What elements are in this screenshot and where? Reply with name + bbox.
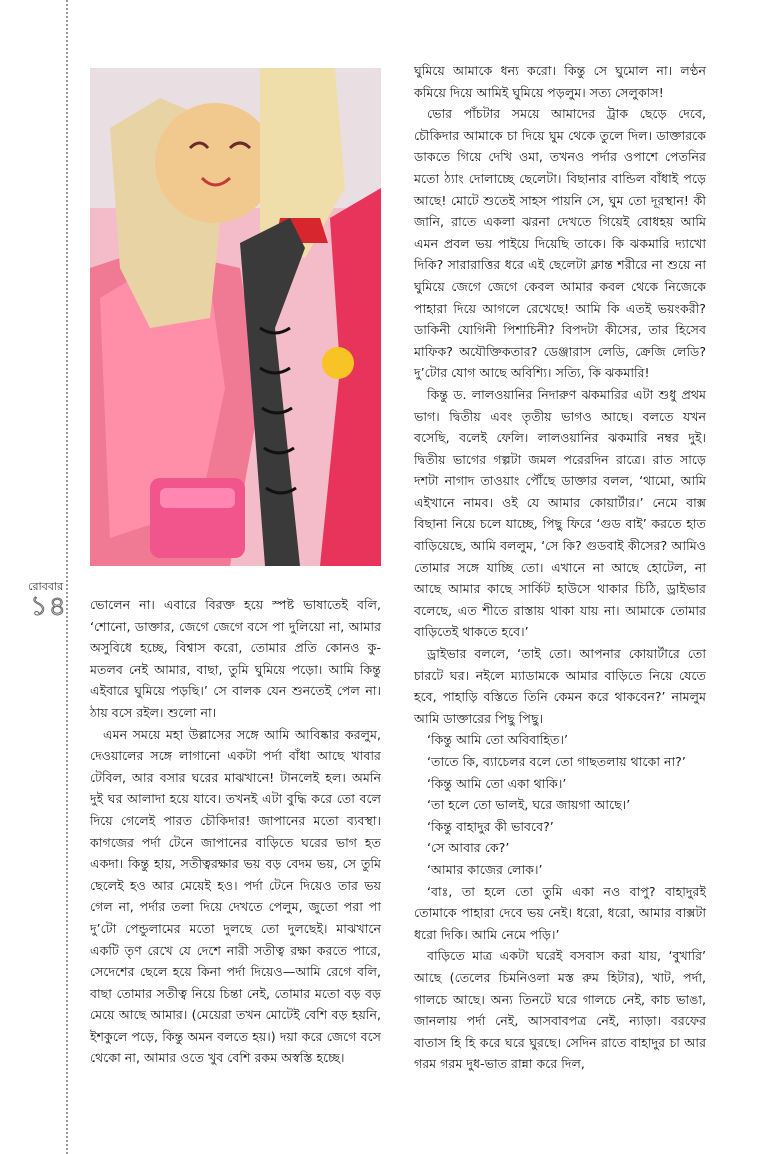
paragraph: এমন সময়ে মহা উল্লাসের সঙ্গে আমি আবিষ্কার করলুম, দেওয়ালের সঙ্গে লাগানো একটা পর্দা বাঁধা আছে খাবার টেবিল, আর বসার ঘরের মাঝখানে! টানলেই হল। অমনি দুই ঘর আলাদা হয়ে যাবে। তখনই এটা বুদ্ধি করে তো বলে দিয়ে গেলেই পারত চৌকিদার! জাপানের মতো ব্যবস্থা। কাগজের পর্দা টেনে জাপানের বাড়িতে ঘরের ভাগ হত একদা। কিন্তু হায়, সতীত্বরক্ষার ভয় বড় বেদম ভয়, সে তুমি ছেলেই হও আর মেয়েই হও। পর্দা টেনে দিয়েও তার ভয় গেল না, পর্দার তলা দিয়ে দেখতে পেলুম, জুতো পরা পা দু’টো পেন্ডুলামের মতো দুলছে তো দুলছেই। মাঝখানে একটি তৃণ রেখে যে দেশে নারী সতীত্ব রক্ষা করতে পারে, সেদেশের ছেলে হয়ে কিনা পর্দা দিয়েও—আমি রেগে বলি, বাছা তোমার সতীত্ব নিয়ে চিন্তা নেই, তোমার মতো বড় বড় মেয়ে আছে আমার। (মেয়েরা তখন মোটেই বেশি বড় হয়নি, ইশকুলে পড়ে, কিন্তু অমন বলতে হয়।) দয়া করে জেগে বসে থেকো না, আমার ওতে খুব বেশি রকম অস্বস্তি হচ্ছে। xyxy=(90,726,381,1066)
paragraph: কিন্তু ড. লালওয়ানির নিদারুণ ঝকমারির এটা শুধু প্রথম ভাগ। দ্বিতীয় এবং তৃতীয় ভাগও আছে। বলতে যখন বসেছি, বলেই ফেলি। লালওয়ানির ঝকমারি নম্বর দুই। দ্বিতীয় ভাগের গল্পটা জমল পরেরদিন রাত্রে। রাত সাড়ে দশটা নাগাদ তাওয়াং পৌঁছে ডাক্তার বলল, ‘থামো, আমি এইখানে নামব। ওই যে আমার কোয়ার্টার।’ নেমে বাক্স বিছানা নিয়ে চলে যাচ্ছে, পিছু ফিরে ‘গুড বাই’ করতে হাত বাড়িয়েছে, আমি বললুম, ‘সে কি? গুডবাই কীসের? আমিও তোমার সঙ্গে যাচ্ছি তো। এখানে না আছে হোটেল, না আছে আমার কাছে সার্কিট হাউসে থাকার চিঠি, ড্রাইভার বলেছে, এত শীতে রাস্তায় থাকা যায় না। আমাকে তোমার বাড়িতেই থাকতে হবে।’ xyxy=(414,386,706,640)
margin-dotted-rule xyxy=(66,0,68,1154)
page-number: ১৪ xyxy=(30,591,68,622)
yarn-dolls-photo xyxy=(90,68,381,566)
dialogue-line: ‘তা হলে তো ভালই, ঘরে জায়গা আছে।’ xyxy=(427,797,631,813)
dialogue-line: ‘তাতে কি, ব্যাচেলর বলে তো গাছতলায় থাকো না?’ xyxy=(427,754,686,769)
dialogue-line: ‘সে আবার কে?’ xyxy=(427,840,510,856)
paragraph: ভোর পাঁচটার সময়ে আমাদের ট্রাক ছেড়ে দেবে, চৌকিদার আমাকে চা দিয়ে ঘুম থেকে তুলে দিল। ডাক্তারকে ডাকতে গিয়ে দেখি ওমা, তখনও পর্দার ওপাশে পেতনির মতো ঠ্যাং দোলাচ্ছে ছেলেটা। বিছানার বান্ডিল বাঁধাই পড়ে আছে! মোটে শুতেই সাহস পায়নি সে, ঘুম তো দূরস্থান! কী জানি, রাতে একলা ঝরনা দেখতে গিয়েই বোধহয় আমি এমন প্রবল ভয় পাইয়ে দিয়েছি তাকে। কি ঝকমারি দ্যাখো দিকি? সারারাত্তির ধরে এই ছেলেটা ক্লান্ত শরীরে না শুয়ে না ঘুমিয়ে জেগে জেগে কেবল আমার কবল থেকে নিজেকে পাহারা দিয়ে আগলে রেখেছে! আমি কি এতই ভয়ংকরী? ডাকিনী যোগিনী পিশাচিনী? বিপদটা কীসের, তার হিসেব মাফিক? অযৌক্তিকতার? ডেঞ্জারাস লেডি, ক্রেজি লেডি? দু’টোর যোগ আছে অবিশ্যি। সত্যি, কি ঝকমারি! xyxy=(414,106,706,381)
section-label: রোববার xyxy=(28,580,64,593)
right-text-column xyxy=(414,60,706,1075)
paragraph: ভোলেন না। এবারে বিরক্ত হয়ে স্পষ্ট ভাষাতেই বলি, ‘শোনো, ডাক্তার, জেগে জেগে বসে পা দুলিয়ো না, আমার অসুবিধে হচ্ছে, বিশ্বাস করো, তোমার প্রতি কোনও কু-মতলব নেই আমার, বাছা, তুমি ঘুমিয়ে পড়ো। আমি কিন্তু এইবারে ঘুমিয়ে পড়ছি।’ সে বালক যেন শুনতেই পেল না। ঠায় বসে রইল। শুলো না। xyxy=(90,597,381,720)
paragraph: বাড়িতে মাত্র একটা ঘরেই বসবাস করা যায়, ‘বুখারি’ আছে (তেলের চিমনিওলা মস্ত রুম হিটার), খাট, পর্দা, গালচে আছে। অন্য তিনটে ঘরে গালচে নেই, কাচ ভাঙা, জানলায় পর্দা নেই, আসবাবপত্র নেই, ন্যাড়া। বরফের বাতাস হি হি করে ঘরে ঘুরছে। সেদিন রাতে বাহাদুর চা আর গরম গরম দুধ-ভাত রান্না করে দিল, xyxy=(414,948,706,1072)
dialogue-line: ‘কিন্তু আমি তো অবিবাহিত।’ xyxy=(427,732,568,748)
dialogue-line: ‘আমার কাজের লোক।’ xyxy=(427,861,543,877)
paragraph: ড্রাইভার বললে, ‘তাই তো। আপনার কোয়ার্টারে তো চারটে ঘর। নইলে ম্যাডামকে আমার বাড়িতে নিয়ে যেতে হবে, পাহাড়ি বস্তিতে তিনি কেমন করে থাকবেন?’ নামলুম আমি ডাক্তারের পিছু পিছু। xyxy=(414,646,706,726)
yarn-dolls-illustration xyxy=(90,68,381,566)
left-text-column xyxy=(90,594,381,1069)
dialogue-line: ‘কিন্তু বাহাদুর কী ভাববে?’ xyxy=(427,818,554,834)
paragraph: ‘বাঃ, তা হলে তো তুমি একা নও বাপু? বাহাদুরই তোমাকে পাহারা দেবে ভয় নেই। ধরো, ধরো, আমার বাক্সটা ধরো দিকি। আমি নেমে পড়ি।’ xyxy=(414,883,706,942)
dialogue-line: ‘কিন্তু আমি তো একা থাকি।’ xyxy=(427,775,567,791)
paragraph: ঘুমিয়ে আমাকে ধন্য করো। কিন্তু সে ঘুমোল না। লণ্ঠন কমিয়ে দিয়ে আমিই ঘুমিয়ে পড়লুম। সত্য সেলুকাস! xyxy=(414,63,706,100)
